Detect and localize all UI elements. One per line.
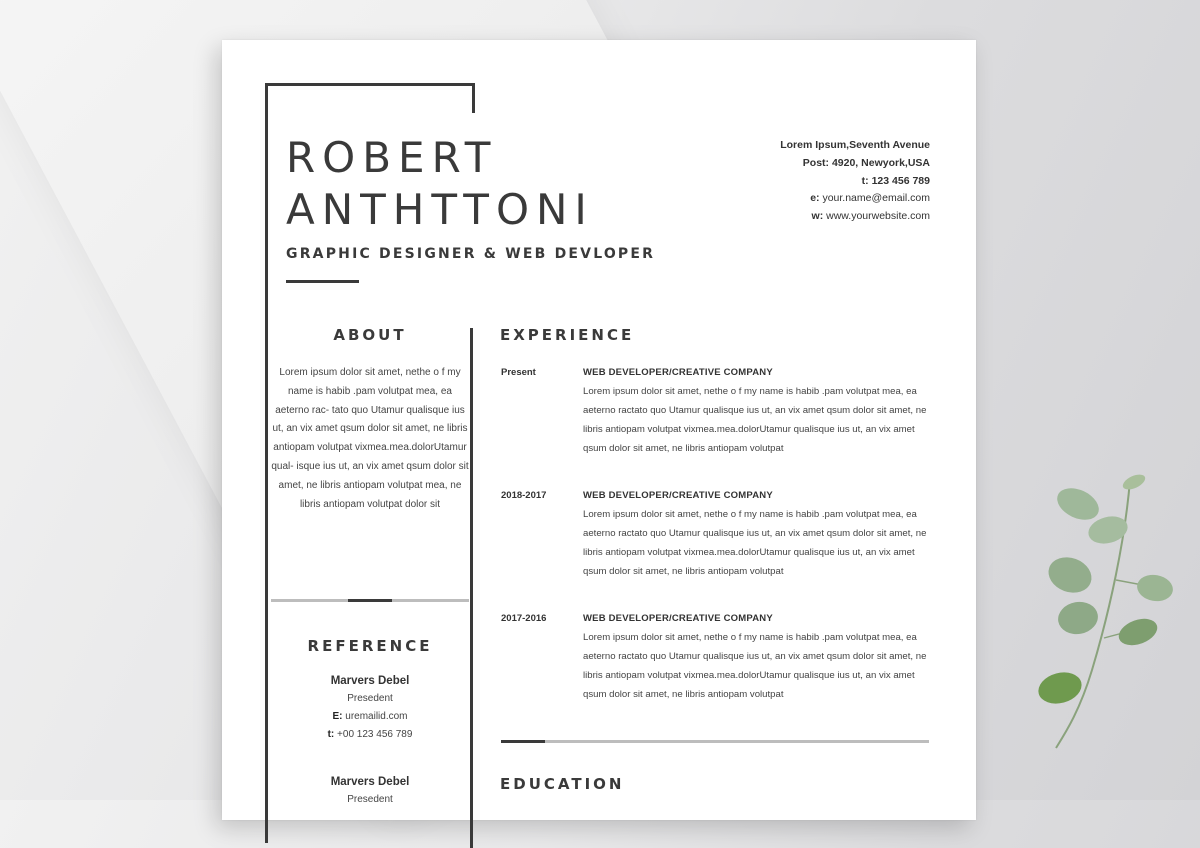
column-divider [470, 328, 473, 848]
job-date: 2018-2017 [501, 490, 547, 501]
role-underline [286, 280, 359, 283]
resume-page [222, 40, 976, 820]
last-name: ANTHTTONI [286, 185, 594, 234]
eucalyptus-sprig-icon [1030, 470, 1200, 750]
reference-heading: REFERENCE [307, 637, 433, 655]
reference-phone-label: t: [327, 729, 335, 740]
frame-line [265, 83, 475, 86]
job-description: Lorem ipsum dolor sit amet, nethe o f my name is habib .pam volutpat mea, ea aeterno ractato quo Utamur qualisque ius ut, an vix amet qsum dolor sit amet, ne libris antiopam volutpat vixmea.mea.dolorUtamur qualisque ius ut, an vix amet qsum dolor sit amet, ne libris antiopam volutpat [583, 509, 927, 578]
reference-name: Marvers Debel [330, 776, 410, 788]
job-role: GRAPHIC DESIGNER & WEB DEVLOPER [286, 246, 656, 262]
section-divider-accent [348, 599, 392, 602]
reference-phone [271, 726, 469, 744]
address-line-2: Post: 4920, Newyork,USA [802, 156, 930, 169]
about-text: Lorem ipsum dolor sit amet, nethe o f my name is habib .pam volutpat mea, ea aeterno rac- tato quo Utamur qualisque ius ut, an vix amet qsum dolor sit amet, ne libris antiopam volutpat vixmea.mea.dolorUtamur qual- isque ius ut, an vix amet qsum dolor sit amet, ne libris antiopam volutpat mea, ne libris antiopam volutpat dolor sit [271, 367, 469, 510]
phone-line [780, 173, 930, 191]
job-title: WEB DEVELOPER/CREATIVE COMPANY [583, 367, 773, 378]
experience-heading: EXPERIENCE [500, 326, 635, 344]
address-line-1: Lorem Ipsum,Seventh Avenue [780, 139, 930, 151]
reference-entry [271, 773, 469, 809]
reference-title: Presedent [347, 794, 393, 805]
reference-phone-value: +00 123 456 789 [337, 729, 413, 740]
education-heading: EDUCATION [500, 775, 625, 793]
web-label: w: [811, 210, 824, 223]
job-description: Lorem ipsum dolor sit amet, nethe o f my name is habib .pam volutpat mea, ea aeterno ractato quo Utamur qualisque ius ut, an vix amet qsum dolor sit amet, ne libris antiopam volutpat vixmea.mea.dolorUtamur qualisque ius ut, an vix amet qsum dolor sit amet, ne libris antiopam volutpat [583, 632, 927, 701]
job-date: Present [501, 367, 536, 378]
frame-line [472, 83, 475, 113]
email-line [780, 190, 930, 208]
about-heading: ABOUT [333, 326, 407, 344]
reference-email-value: uremailid.com [345, 711, 408, 722]
job-title: WEB DEVELOPER/CREATIVE COMPANY [583, 613, 773, 624]
phone-value: 123 456 789 [871, 174, 930, 187]
reference-email [271, 708, 469, 726]
job-title: WEB DEVELOPER/CREATIVE COMPANY [583, 490, 773, 501]
job-date: 2017-2016 [501, 613, 547, 624]
job-description: Lorem ipsum dolor sit amet, nethe o f my name is habib .pam volutpat mea, ea aeterno ractato quo Utamur qualisque ius ut, an vix amet qsum dolor sit amet, ne libris antiopam volutpat vixmea.mea.dolorUtamur qualisque ius ut, an vix amet qsum dolor sit amet, ne libris antiopam volutpat [583, 386, 927, 455]
web-value: www.yourwebsite.com [826, 210, 930, 223]
email-value: your.name@email.com [822, 192, 930, 205]
phone-label: t: [861, 174, 869, 187]
section-divider-accent [501, 740, 545, 743]
reference-title: Presedent [347, 693, 393, 704]
section-divider [501, 740, 929, 743]
email-label: e: [810, 192, 820, 205]
web-line [780, 208, 930, 226]
frame-line [265, 83, 268, 843]
reference-entry [271, 672, 469, 744]
first-name: ROBERT [286, 133, 498, 182]
resume-name [286, 132, 594, 236]
contact-block [780, 137, 930, 226]
reference-name: Marvers Debel [330, 675, 410, 687]
reference-email-label: E: [332, 711, 343, 722]
